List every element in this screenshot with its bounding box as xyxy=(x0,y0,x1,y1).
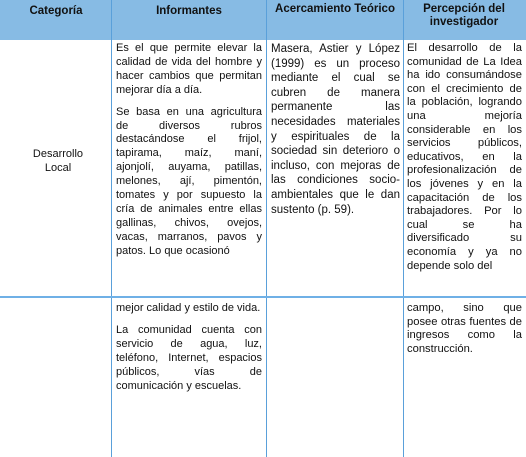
column-divider xyxy=(266,0,267,457)
percepcion-continuation-cell xyxy=(407,302,522,364)
acercamiento-paragraph: Masera, Astier y López (1999) es un proceso mediante el cual se cubren de manera permanente las necesidades materiales y espirituales de la sociedad sin deterioro o incluso, con mejoras de las condiciones socio-ambientales que le dan sustento (p. 59). xyxy=(271,43,400,216)
header-percepcion: Percepción del investigador xyxy=(423,3,505,28)
header-acercamiento: Acercamiento Teórico xyxy=(275,3,395,15)
informantes-paragraph: Es el que permite elevar la calidad de vida del hombre y hacer cambios que permitan mejorar día a día. xyxy=(116,42,262,96)
header-informantes: Informantes xyxy=(156,5,222,17)
percepcion-cell xyxy=(407,42,522,292)
informantes-paragraph: La comunidad cuenta con servicio de agua, luz, teléfono, Internet, espacios públicos, vías de comunicación y escuelas. xyxy=(116,323,262,392)
header-categoria: Categoría xyxy=(29,5,83,17)
column-divider xyxy=(111,0,112,457)
informantes-paragraph: Se basa en una agricultura de diversos rubros destacándose el frijol, tapirama, maíz, maní, ajonjolí, auyama, patillas, melones, ají, pimentón, tomates y por supuesto la cría de animales entre ellas gallinas, chivos, ovejos, vacas, marranos, pavos y patos. Lo que ocasionó xyxy=(116,105,262,257)
informantes-cell xyxy=(116,42,262,292)
acercamiento-cell xyxy=(271,42,400,292)
page-break-line xyxy=(0,296,526,298)
percepcion-paragraph: campo, sino que posee otras fuentes de ingresos como la construcción. xyxy=(407,302,522,355)
informantes-paragraph: mejor calidad y estilo de vida. xyxy=(116,302,261,314)
category-cell: Desarrollo Local xyxy=(32,148,84,174)
column-divider xyxy=(403,0,404,457)
informantes-continuation-cell xyxy=(116,302,262,401)
percepcion-paragraph: El desarrollo de la comunidad de La Idea ha ido consumándose con el crecimiento de la población, logrando una mejoría considerable en los servicios públicos, educativos, en la profesionalización de los jóvenes y en la capacitación de los trabajadores. Por lo cual se ha diversificado su economía y ya no depende solo del xyxy=(407,42,522,272)
